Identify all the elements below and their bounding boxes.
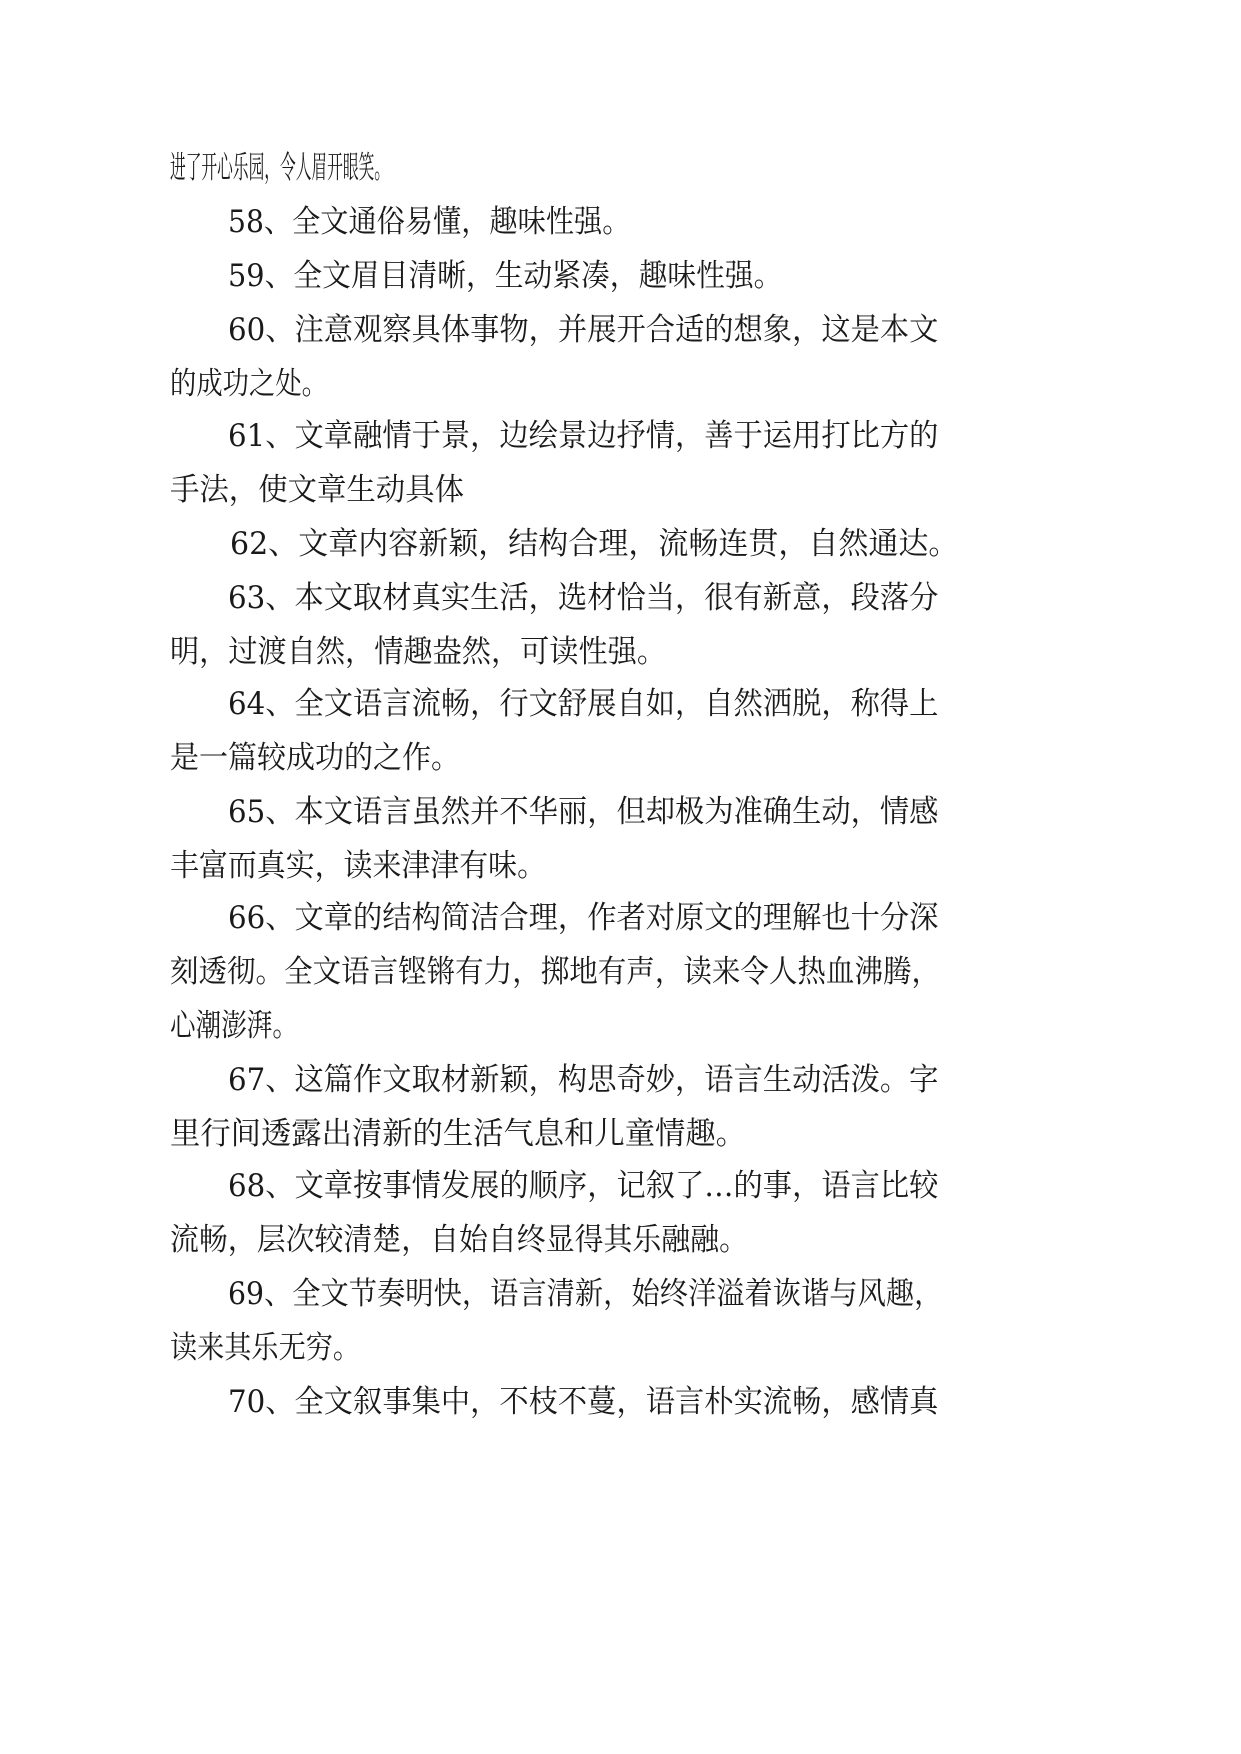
text-line: 刻透彻。全文语言铿锵有力，掷地有声，读来令人热血沸腾，: [170, 954, 940, 990]
text-line: 64、全文语言流畅，行文舒展自如，自然洒脱，称得上: [228, 686, 939, 722]
text-line: 63、本文取材真实生活，选材恰当，很有新意，段落分: [228, 580, 939, 616]
text-line: 是一篇较成功的之作。: [170, 740, 460, 776]
text-line: 60、注意观察具体事物，并展开合适的想象，这是本文: [228, 312, 939, 348]
text-line: 的成功之处。: [170, 366, 328, 402]
text-line: 68、文章按事情发展的顺序，记叙了…的事，语言比较: [228, 1168, 939, 1204]
text-line: 66、文章的结构简洁合理，作者对原文的理解也十分深: [228, 900, 939, 936]
text-line: 手法，使文章生动具体: [170, 472, 464, 508]
text-line: 67、这篇作文取材新颖，构思奇妙，语言生动活泼。字: [228, 1062, 939, 1098]
text-line: 流畅，层次较清楚，自始自终显得其乐融融。: [170, 1222, 748, 1258]
text-line: 进了开心乐园，令人眉开眼笑。: [170, 150, 390, 186]
text-line: 70、全文叙事集中，不枝不蔓，语言朴实流畅，感情真: [228, 1384, 939, 1420]
text-line: 里行间透露出清新的生活气息和儿童情趣。: [170, 1116, 746, 1152]
text-line: 丰富而真实，读来津津有味。: [170, 848, 546, 884]
text-line: 61、文章融情于景，边绘景边抒情，善于运用打比方的: [228, 418, 939, 454]
text-line: 心潮澎湃。: [170, 1008, 298, 1044]
text-line: 明，过渡自然，情趣盎然，可读性强。: [170, 634, 666, 670]
text-line: 69、全文节奏明快，语言清新，始终洋溢着诙谐与风趣，: [228, 1276, 943, 1312]
text-line: 65、本文语言虽然并不华丽，但却极为准确生动，情感: [228, 794, 939, 830]
text-line: 读来其乐无穷。: [170, 1330, 360, 1366]
text-line: 62、文章内容新颖，结构合理，流畅连贯，自然通达。: [230, 526, 959, 562]
text-line: 59、全文眉目清晰，生动紧凑，趣味性强。: [228, 258, 783, 294]
text-line: 58、全文通俗易懂，趣味性强。: [228, 204, 631, 240]
